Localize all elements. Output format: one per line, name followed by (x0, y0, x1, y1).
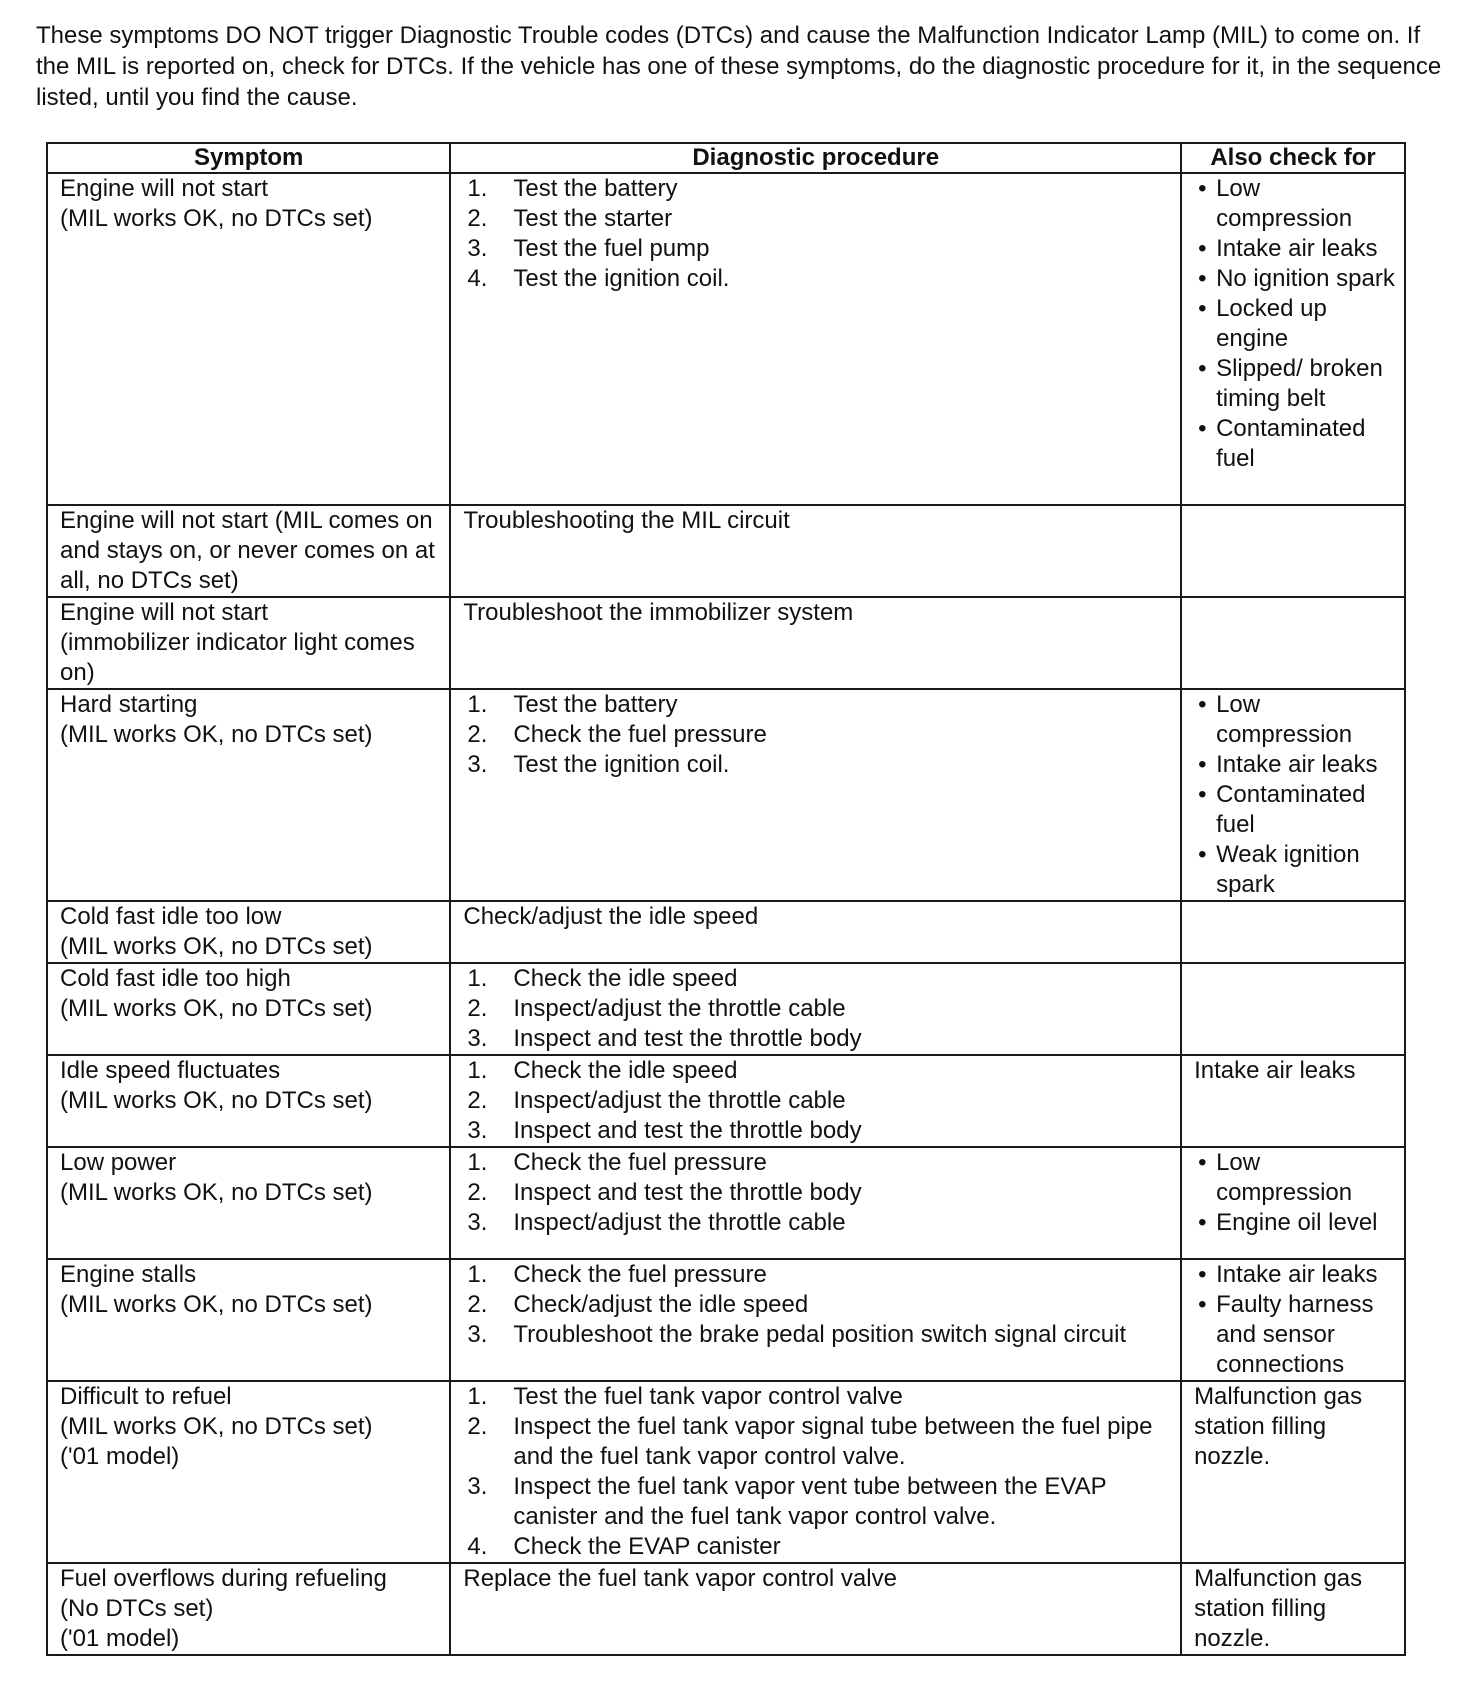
step-text: Check the fuel pressure (513, 1261, 767, 1288)
step-text: Test the ignition coil. (513, 265, 730, 292)
also-check-list (1194, 1260, 1398, 1380)
procedure-cell (450, 597, 1181, 689)
symptom-line: Cold fast idle too low (60, 903, 282, 930)
step-number: 2. (467, 1413, 488, 1440)
step-text: Inspect/adjust the throttle cable (513, 995, 846, 1022)
also-check-cell (1181, 1147, 1405, 1259)
step-text: Inspect and test the throttle body (513, 1117, 862, 1144)
procedure-cell (450, 901, 1181, 963)
procedure-step (463, 174, 1174, 204)
procedure-cell (450, 505, 1181, 597)
symptom-line: (MIL works OK, no DTCs set) (60, 721, 373, 748)
step-number: 3. (467, 1473, 488, 1500)
symptom-line: (MIL works OK, no DTCs set) (60, 1087, 373, 1114)
procedure-text: Check/adjust the idle speed (463, 903, 759, 930)
step-number: 1. (467, 965, 488, 992)
step-number: 1. (467, 1383, 488, 1410)
procedure-cell (450, 1147, 1181, 1259)
symptom-cell (47, 505, 450, 597)
procedure-steps (463, 1382, 1174, 1562)
procedure-step (463, 1056, 1174, 1086)
also-check-cell (1181, 1563, 1405, 1655)
table-header-row (47, 143, 1405, 173)
table-row (47, 597, 1405, 689)
procedure-text: Troubleshooting the MIL circuit (463, 507, 790, 534)
procedure-cell (450, 1563, 1181, 1655)
symptom-line: Engine will not start (60, 599, 269, 626)
also-check-item: • Contaminated fuel (1194, 414, 1398, 474)
symptom-line: Difficult to refuel (60, 1383, 232, 1410)
symptom-cell (47, 1147, 450, 1259)
also-check-text: Intake air leaks (1194, 1057, 1356, 1084)
symptom-line: Idle speed fluctuates (60, 1057, 281, 1084)
procedure-text: Troubleshoot the immobilizer system (463, 599, 854, 626)
step-number: 3. (467, 235, 488, 262)
step-text: Test the starter (513, 205, 673, 232)
step-number: 1. (467, 691, 488, 718)
step-number: 3. (467, 1025, 488, 1052)
procedure-step (463, 1148, 1174, 1178)
procedure-text: Replace the fuel tank vapor control valve (463, 1565, 897, 1592)
also-check-item: • Low compression (1194, 690, 1398, 750)
symptom-line: (immobilizer indicator light comes on) (60, 629, 415, 686)
procedure-cell (450, 1259, 1181, 1381)
procedure-step (463, 720, 1174, 750)
also-check-list (1194, 1148, 1398, 1238)
also-check-cell (1181, 597, 1405, 689)
procedure-step (463, 1116, 1174, 1146)
procedure-cell (450, 1055, 1181, 1147)
header-symptom: Symptom (47, 143, 450, 173)
also-check-cell (1181, 1259, 1405, 1381)
procedure-step (463, 994, 1174, 1024)
step-text: Test the fuel tank vapor control valve (513, 1383, 903, 1410)
procedure-step (463, 1290, 1174, 1320)
also-check-item: • Intake air leaks (1194, 1260, 1398, 1290)
step-number: 2. (467, 205, 488, 232)
step-number: 1. (467, 1261, 488, 1288)
also-check-list (1194, 690, 1398, 900)
step-number: 2. (467, 1291, 488, 1318)
procedure-step (463, 964, 1174, 994)
intro-paragraph: These symptoms DO NOT trigger Diagnostic Trouble codes (DTCs) and cause the Malfunction Indicator Lamp (MIL) to come on. If the MIL is reported on, check for DTCs. If the vehicle has one of these symptoms, do the diagnostic procedure for it, in the sequence listed, until you find the cause. (36, 22, 1442, 111)
symptom-line: ('01 model) (60, 1443, 180, 1470)
procedure-step (463, 750, 1174, 780)
also-check-cell (1181, 689, 1405, 901)
procedure-steps (463, 174, 1174, 294)
step-number: 4. (467, 1533, 488, 1560)
procedure-step (463, 264, 1174, 294)
symptom-cell (47, 597, 450, 689)
also-check-cell (1181, 1055, 1405, 1147)
procedure-cell (450, 689, 1181, 901)
step-text: Troubleshoot the brake pedal position switch signal circuit (513, 1321, 1127, 1348)
also-check-item: • Intake air leaks (1194, 750, 1398, 780)
step-text: Test the battery (513, 175, 678, 202)
also-check-item: • Weak ignition spark (1194, 840, 1398, 900)
step-number: 1. (467, 1149, 488, 1176)
symptom-line: (MIL works OK, no DTCs set) (60, 933, 373, 960)
symptom-cell (47, 1259, 450, 1381)
also-check-text: Malfunction gas station filling nozzle. (1194, 1383, 1363, 1470)
step-text: Check the EVAP canister (513, 1533, 781, 1560)
also-check-cell (1181, 963, 1405, 1055)
header-diagnostic-procedure: Diagnostic procedure (450, 143, 1181, 173)
step-text: Check/adjust the idle speed (513, 1291, 809, 1318)
symptom-line: Engine stalls (60, 1261, 197, 1288)
step-text: Inspect and test the throttle body (513, 1179, 862, 1206)
procedure-step (463, 1472, 1174, 1532)
procedure-step (463, 204, 1174, 234)
step-text: Check the idle speed (513, 1057, 738, 1084)
symptom-line: Engine will not start (60, 175, 269, 202)
procedure-step (463, 1086, 1174, 1116)
also-check-cell (1181, 901, 1405, 963)
table-row (47, 1259, 1405, 1381)
step-number: 2. (467, 1087, 488, 1114)
procedure-steps (463, 690, 1174, 780)
procedure-step (463, 1260, 1174, 1290)
also-check-item: • No ignition spark (1194, 264, 1398, 294)
symptom-cell (47, 1563, 450, 1655)
symptom-line: (MIL works OK, no DTCs set) (60, 1179, 373, 1206)
procedure-cell (450, 173, 1181, 505)
also-check-cell (1181, 505, 1405, 597)
symptom-line: (MIL works OK, no DTCs set) (60, 1291, 373, 1318)
table-row (47, 1147, 1405, 1259)
step-text: Check the idle speed (513, 965, 738, 992)
procedure-step (463, 1412, 1174, 1472)
symptom-line: Fuel overflows during refueling (60, 1565, 387, 1592)
table-body (47, 173, 1405, 1655)
procedure-step (463, 234, 1174, 264)
step-number: 3. (467, 1209, 488, 1236)
also-check-item: • Intake air leaks (1194, 234, 1398, 264)
step-number: 4. (467, 265, 488, 292)
also-check-item: • Slipped/ broken timing belt (1194, 354, 1398, 414)
step-text: Test the ignition coil. (513, 751, 730, 778)
procedure-step (463, 1024, 1174, 1054)
procedure-step (463, 690, 1174, 720)
step-text: Inspect/adjust the throttle cable (513, 1087, 846, 1114)
symptom-line: ('01 model) (60, 1625, 180, 1652)
step-number: 1. (467, 175, 488, 202)
procedure-step (463, 1178, 1174, 1208)
step-number: 3. (467, 1321, 488, 1348)
symptom-line: (MIL works OK, no DTCs set) (60, 995, 373, 1022)
also-check-list (1194, 174, 1398, 474)
step-text: Inspect/adjust the throttle cable (513, 1209, 846, 1236)
symptom-cell (47, 689, 450, 901)
table-row (47, 963, 1405, 1055)
also-check-text: Malfunction gas station filling nozzle. (1194, 1565, 1363, 1652)
step-text: Inspect the fuel tank vapor signal tube between the fuel pipe and the fuel tank vapor control valve. (513, 1413, 1153, 1470)
symptom-cell (47, 1381, 450, 1563)
symptom-line: Hard starting (60, 691, 198, 718)
step-text: Check the fuel pressure (513, 1149, 767, 1176)
symptom-line: (MIL works OK, no DTCs set) (60, 1413, 373, 1440)
procedure-cell (450, 1381, 1181, 1563)
procedure-step (463, 1382, 1174, 1412)
procedure-steps (463, 1260, 1174, 1350)
table-row (47, 1381, 1405, 1563)
procedure-steps (463, 1056, 1174, 1146)
symptom-cell (47, 173, 450, 505)
also-check-cell (1181, 1381, 1405, 1563)
table-row (47, 1563, 1405, 1655)
symptom-troubleshooting-table (46, 142, 1406, 1656)
step-number: 3. (467, 751, 488, 778)
table-row (47, 1055, 1405, 1147)
step-number: 3. (467, 1117, 488, 1144)
table-row (47, 505, 1405, 597)
symptom-cell (47, 963, 450, 1055)
symptom-line: Engine will not start (MIL comes on and stays on, or never comes on at all, no DTCs set) (60, 507, 435, 594)
procedure-step (463, 1532, 1174, 1562)
symptom-cell (47, 901, 450, 963)
table-row (47, 901, 1405, 963)
step-text: Test the battery (513, 691, 678, 718)
step-number: 2. (467, 721, 488, 748)
procedure-cell (450, 963, 1181, 1055)
symptom-line: Low power (60, 1149, 177, 1176)
also-check-item: • Locked up engine (1194, 294, 1398, 354)
also-check-item: • Faulty harness and sensor connections (1194, 1290, 1398, 1380)
header-also-check-for: Also check for (1181, 143, 1405, 173)
procedure-steps (463, 1148, 1174, 1238)
symptom-cell (47, 1055, 450, 1147)
also-check-item: • Engine oil level (1194, 1208, 1398, 1238)
also-check-item: • Low compression (1194, 174, 1398, 234)
procedure-step (463, 1208, 1174, 1238)
step-text: Inspect and test the throttle body (513, 1025, 862, 1052)
procedure-step (463, 1320, 1174, 1350)
symptom-line: Cold fast idle too high (60, 965, 291, 992)
also-check-item: • Low compression (1194, 1148, 1398, 1208)
step-number: 2. (467, 1179, 488, 1206)
step-text: Test the fuel pump (513, 235, 710, 262)
step-text: Inspect the fuel tank vapor vent tube between the EVAP canister and the fuel tank vapor control valve. (513, 1473, 1107, 1530)
table-row (47, 173, 1405, 505)
procedure-steps (463, 964, 1174, 1054)
symptom-line: (MIL works OK, no DTCs set) (60, 205, 373, 232)
step-number: 1. (467, 1057, 488, 1084)
also-check-item: • Contaminated fuel (1194, 780, 1398, 840)
also-check-cell (1181, 173, 1405, 505)
table-row (47, 689, 1405, 901)
step-text: Check the fuel pressure (513, 721, 767, 748)
step-number: 2. (467, 995, 488, 1022)
symptom-line: (No DTCs set) (60, 1595, 214, 1622)
